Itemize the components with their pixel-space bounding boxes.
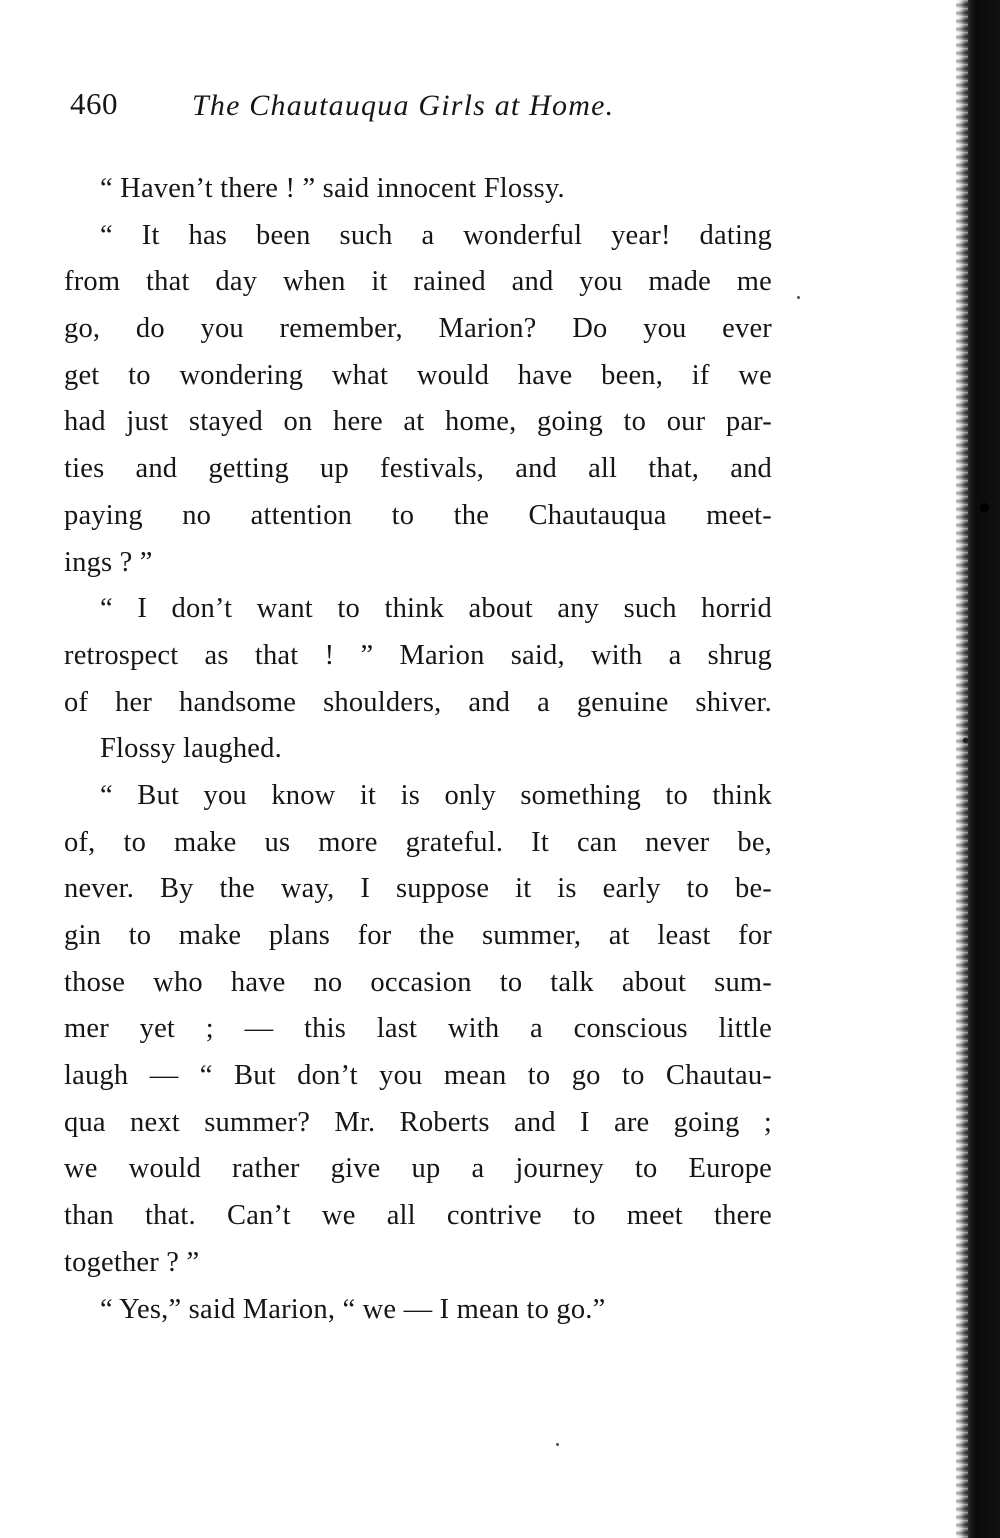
scan-binding-edge <box>956 0 1000 1538</box>
text-line: laugh — “ But don’t you mean to go to Chautau- <box>64 1060 772 1092</box>
text-line: get to wondering what would have been, if we <box>64 359 772 391</box>
text-line: “ I don’t want to think about any such horrid <box>100 593 772 625</box>
text-line: paying no attention to the Chautauqua meet- <box>64 499 772 531</box>
text-line: we would rather give up a journey to Europe <box>64 1153 772 1185</box>
text-line: gin to make plans for the summer, at least for <box>64 920 772 951</box>
text-line: never. By the way, I suppose it is early to be- <box>64 873 772 905</box>
ink-speck <box>556 1443 559 1446</box>
text-line: had just stayed on here at home, going to our par- <box>64 406 772 438</box>
text-line: mer yet ; — this last with a conscious little <box>64 1013 772 1045</box>
ink-speck <box>963 738 968 743</box>
text-line: from that day when it rained and you made me <box>64 266 772 298</box>
text-line: “ Yes,” said Marion, “ we — I mean to go.” <box>100 1293 606 1325</box>
text-line: ties and getting up festivals, and all that, and <box>64 453 772 485</box>
ink-speck <box>980 503 989 512</box>
ink-speck <box>797 296 800 299</box>
text-line: of her handsome shoulders, and a genuine shiver. <box>64 686 772 718</box>
text-line: qua next summer? Mr. Roberts and I are going ; <box>64 1106 772 1138</box>
text-line: together ? ” <box>64 1246 200 1278</box>
text-line: ings ? ” <box>64 546 153 578</box>
text-line: those who have no occasion to talk about sum- <box>64 966 772 998</box>
text-line: “ Haven’t there ! ” said innocent Flossy. <box>100 173 565 204</box>
running-title: The Chautauqua Girls at Home. <box>192 89 615 122</box>
page-number: 460 <box>70 86 118 121</box>
text-line: go, do you remember, Marion? Do you ever <box>64 313 772 345</box>
page-header <box>70 84 790 128</box>
text-line: of, to make us more grateful. It can never be, <box>64 826 772 858</box>
text-line: “ But you know it is only something to think <box>100 779 772 811</box>
text-line: retrospect as that ! ” Marion said, with a shrug <box>64 639 772 671</box>
text-line: than that. Can’t we all contrive to meet there <box>64 1200 772 1232</box>
body-text <box>64 166 772 1333</box>
text-line: Flossy laughed. <box>100 733 282 765</box>
text-line: “ It has been such a wonderful year! dating <box>100 219 772 251</box>
